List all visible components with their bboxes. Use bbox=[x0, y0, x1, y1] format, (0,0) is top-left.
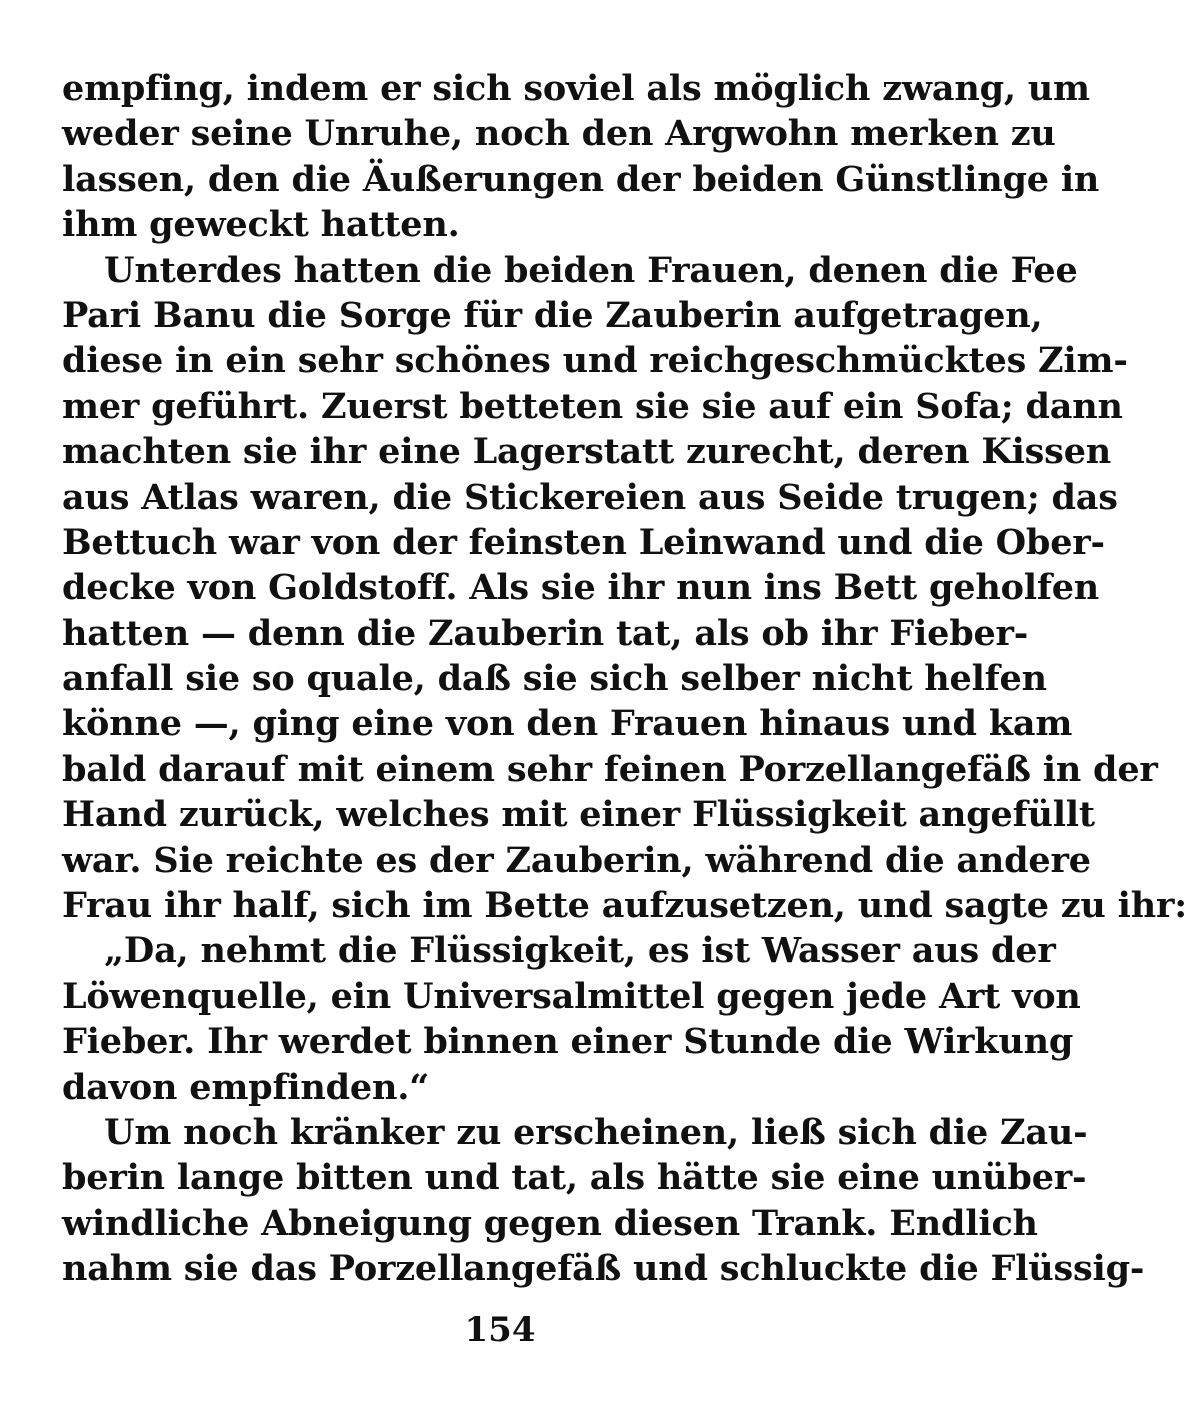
text-line: Unterdes hatten die beiden Frauen, denen die Fee bbox=[104, 249, 1078, 291]
text-line: Pari Banu die Sorge für die Zauberin aufgetragen, bbox=[62, 294, 1043, 336]
page-number: 154 bbox=[464, 1310, 536, 1350]
text-line: Frau ihr half, sich im Bette aufzusetzen, und sagte zu ihr: bbox=[62, 885, 1187, 927]
text-line: „Da, nehmt die Flüssigkeit, es ist Wasser aus der bbox=[104, 930, 1056, 972]
text-line: mer geführt. Zuerst betteten sie sie auf ein Sofa; dann bbox=[62, 385, 1123, 427]
text-line: decke von Goldstoff. Als sie ihr nun ins Bett geholfen bbox=[62, 567, 1100, 609]
text-line: machten sie ihr eine Lagerstatt zurecht, deren Kissen bbox=[62, 431, 1112, 473]
text-line: war. Sie reichte es der Zauberin, während die andere bbox=[62, 839, 1091, 881]
text-line: aus Atlas waren, die Stickereien aus Seide trugen; das bbox=[62, 476, 1118, 518]
text-line: Hand zurück, welches mit einer Flüssigkeit angefüllt bbox=[62, 794, 1095, 836]
text-line: lassen, den die Äußerungen der beiden Günstlinge in bbox=[62, 158, 1100, 200]
text-line: könne —, ging eine von den Frauen hinaus und kam bbox=[62, 703, 1073, 745]
text-line: empfing, indem er sich soviel als möglich zwang, um bbox=[62, 68, 1090, 109]
text-line: anfall sie so quale, daß sie sich selber nicht helfen bbox=[62, 658, 1047, 700]
text-line: Um noch kränker zu erscheinen, ließ sich die Zau- bbox=[104, 1111, 1088, 1153]
text-line: hatten — denn die Zauberin tat, als ob ihr Fieber- bbox=[62, 612, 1029, 654]
text-line: Bettuch war von der feinsten Leinwand und die Ober- bbox=[62, 521, 1105, 563]
text-line: davon empfinden.“ bbox=[62, 1066, 430, 1108]
text-line: weder seine Unruhe, noch den Argwohn merken zu bbox=[62, 113, 1056, 155]
text-line: nahm sie das Porzellangefäß und schluckte die Flüssig- bbox=[62, 1248, 1145, 1290]
text-line: Fieber. Ihr werdet binnen einer Stunde die Wirkung bbox=[62, 1021, 1074, 1063]
text-line: bald darauf mit einem sehr feinen Porzellangefäß in der bbox=[62, 748, 1158, 790]
text-line: Löwenquelle, ein Universalmittel gegen jede Art von bbox=[62, 975, 1081, 1017]
text-line: windliche Abneigung gegen diesen Trank. Endlich bbox=[62, 1202, 1038, 1244]
body-text bbox=[62, 66, 1187, 1292]
text-line: berin lange bitten und tat, als hätte sie eine unüber- bbox=[62, 1157, 1087, 1199]
text-line: diese in ein sehr schönes und reichgeschmücktes Zim- bbox=[62, 340, 1128, 382]
text-line: ihm geweckt hatten. bbox=[62, 204, 460, 246]
